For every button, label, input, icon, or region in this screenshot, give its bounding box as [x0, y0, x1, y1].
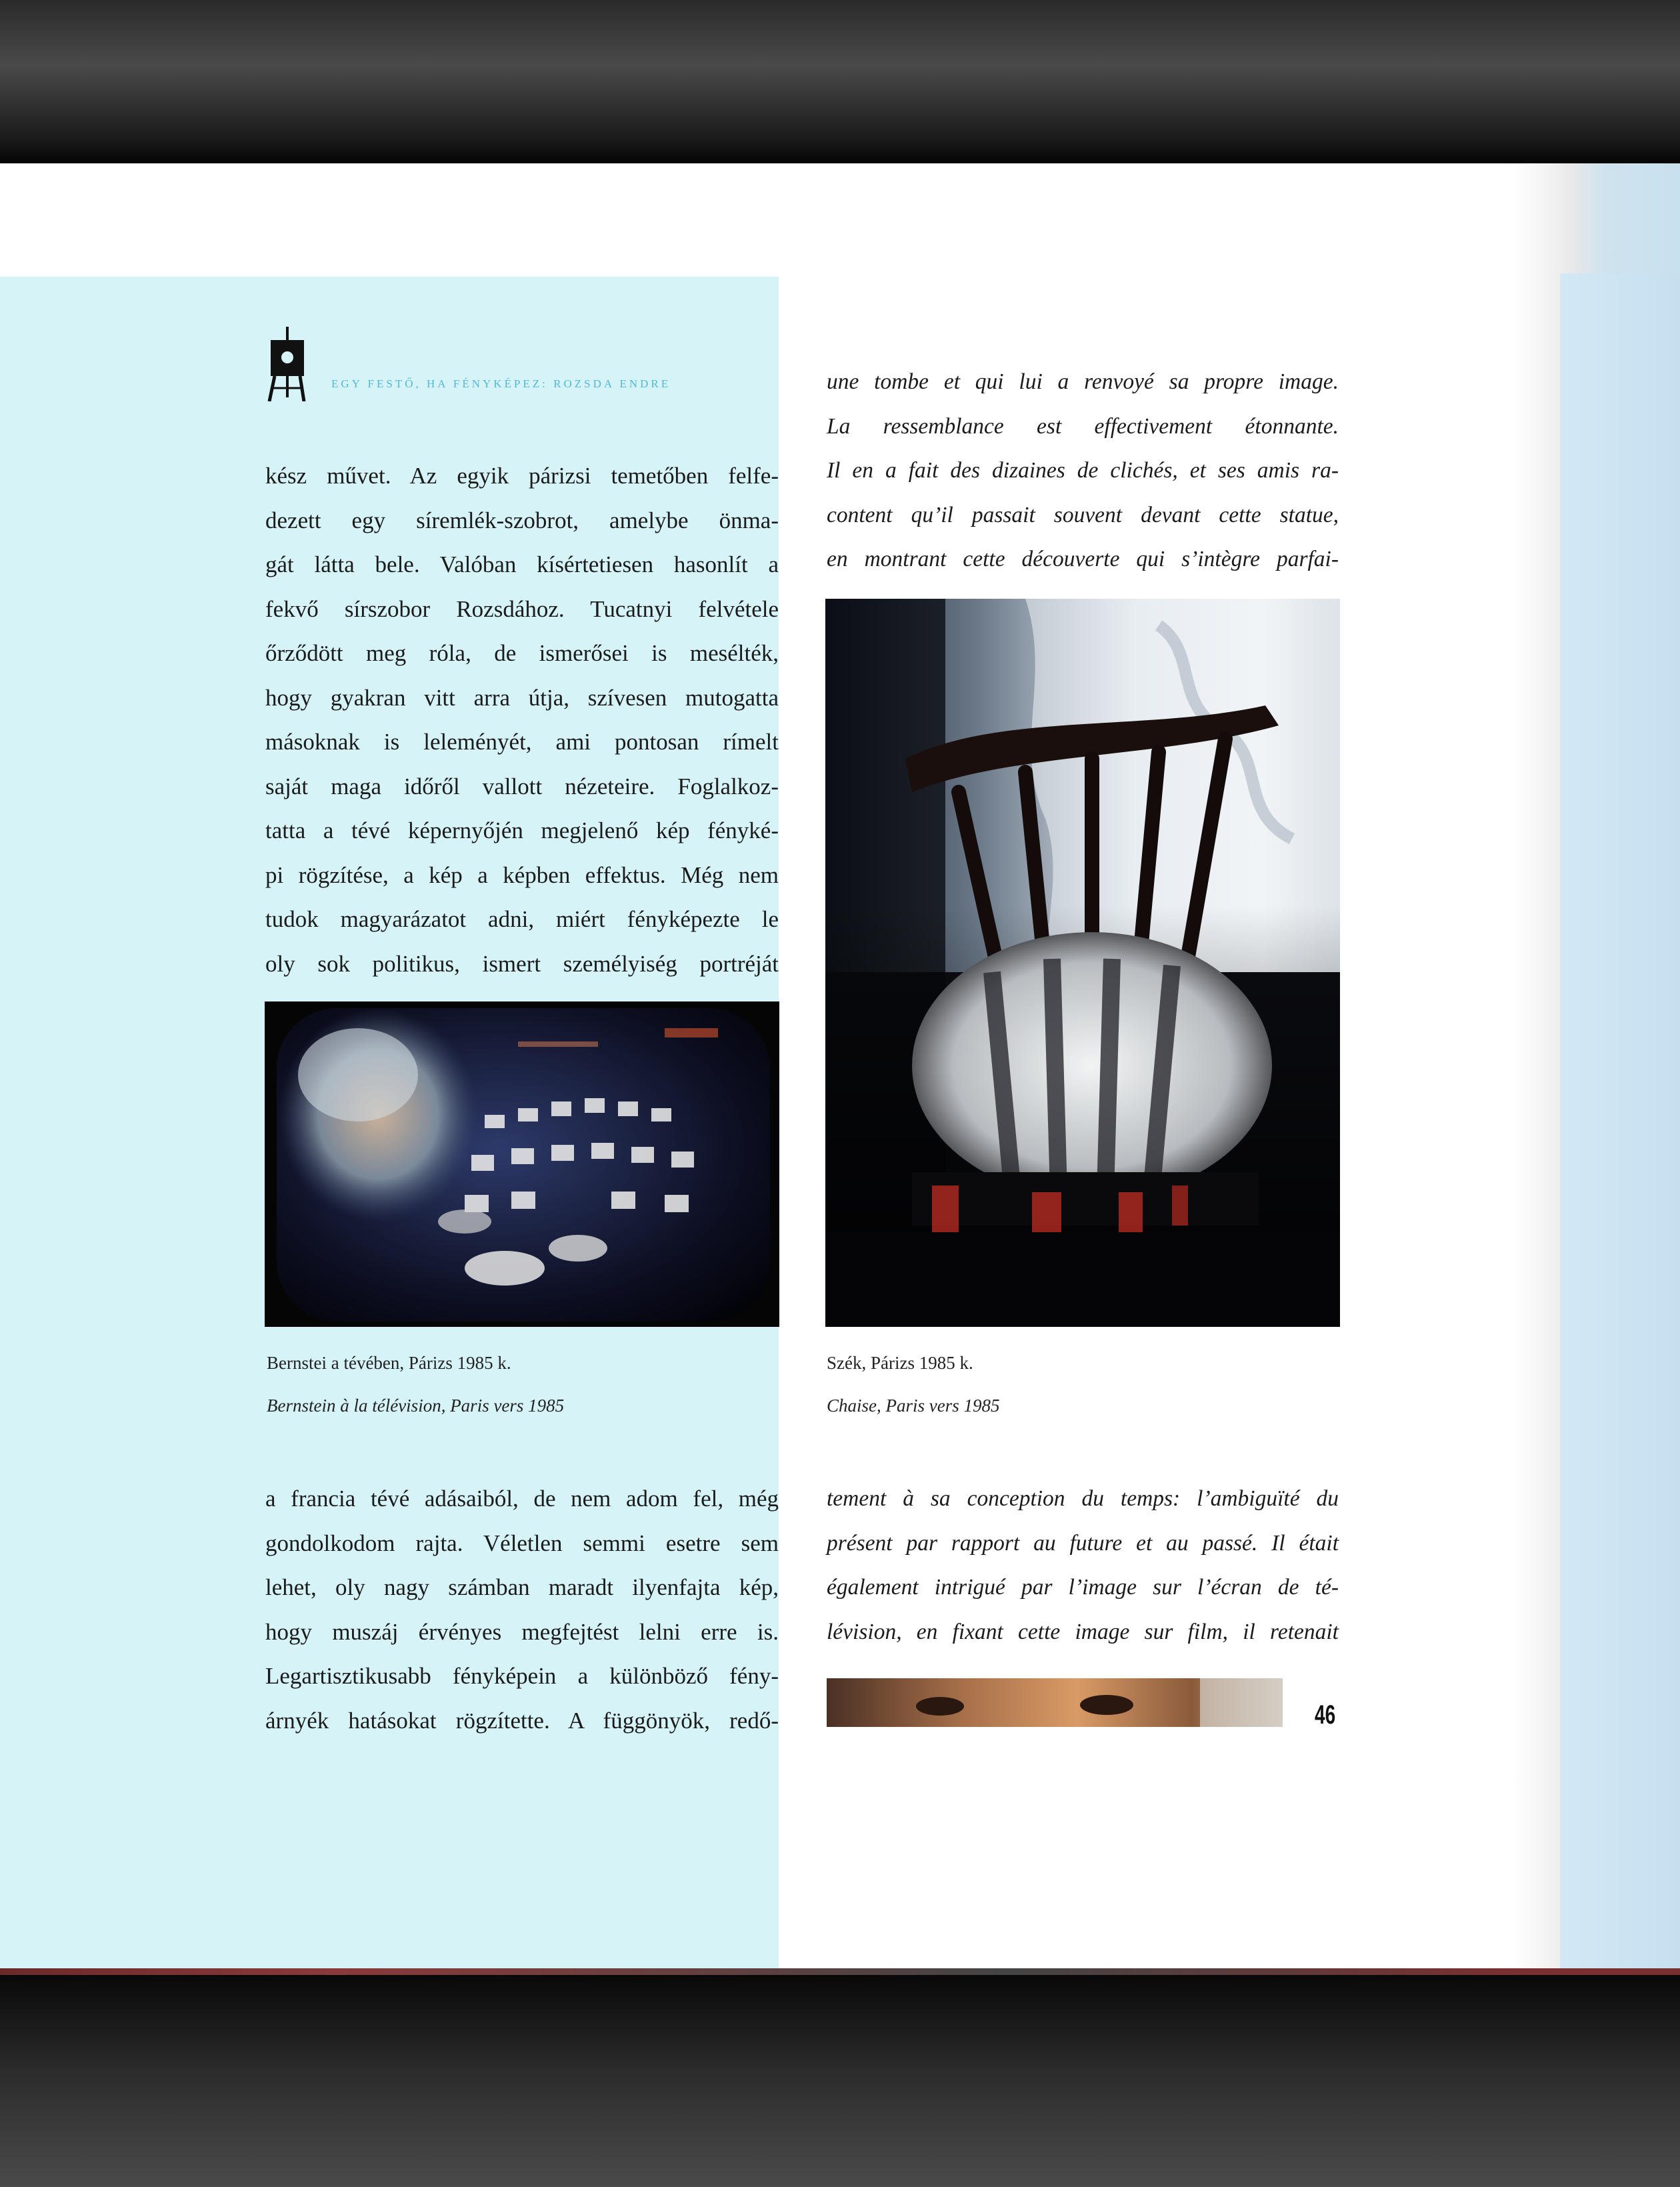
text-line: a francia tévé adásaiból, de nem adom fel, még	[265, 1486, 779, 1512]
right-column-text-bottom	[827, 1477, 1339, 1654]
text-line: gát látta bele. Valóban kísértetiesen hasonlít a	[265, 551, 779, 577]
text-line: tatta a tévé képernyőjén megjelenő kép fényké-	[265, 817, 779, 843]
text-line: également intrigué par l’image sur l’écran de té-	[827, 1575, 1339, 1600]
text-line: gondolkodom rajta. Véletlen semmi esetre sem	[265, 1530, 779, 1556]
text-line: La ressemblance est effectivement étonnante.	[827, 413, 1339, 439]
text-line: en montrant cette découverte qui s’intègre parfai-	[827, 547, 1339, 571]
text-line: árnyék hatásokat rögzítette. A függönyök, redő-	[265, 1707, 779, 1734]
text-line: másoknak is leleményét, ami pontosan rímelt	[265, 729, 779, 755]
caption-chair-french: Chaise, Paris vers 1985	[827, 1396, 1000, 1416]
right-column-text-top	[827, 360, 1339, 582]
text-line: lehet, oly nagy számban maradt ilyenfajta kép,	[265, 1574, 779, 1600]
photo-chair	[825, 599, 1340, 1327]
text-line: fekvő sírszobor Rozsdához. Tucatnyi felvétele	[265, 595, 779, 622]
text-line: tement à sa conception du temps: l’ambiguïté du	[827, 1486, 1339, 1511]
text-line: une tombe et qui lui a renvoyé sa propre image.	[827, 369, 1339, 394]
easel-icon	[267, 327, 308, 401]
caption-tv-hungarian: Bernstei a tévében, Párizs 1985 k.	[267, 1353, 511, 1373]
left-column-text-top	[265, 454, 779, 986]
text-line: őrződött meg róla, de ismerősei is mesélték,	[265, 640, 779, 666]
text-line: hogy muszáj érvényes megfejtést lelni erre is.	[265, 1618, 779, 1645]
running-head: EGY FESTŐ, HA FÉNYKÉPEZ: ROZSDA ENDRE	[331, 377, 671, 390]
scanner-background-bottom	[0, 1974, 1680, 2187]
text-line: lévision, en fixant cette image sur film, il retenait	[827, 1619, 1339, 1644]
text-line: content qu’il passait souvent devant cette statue,	[827, 502, 1339, 527]
photo-bernstein-tv	[265, 1001, 779, 1327]
text-line: présent par rapport au future et au passé. Il était	[827, 1530, 1339, 1556]
text-line: hogy gyakran vitt arra útja, szívesen mutogatta	[265, 684, 779, 711]
caption-chair-hungarian: Szék, Párizs 1985 k.	[827, 1353, 973, 1373]
text-line: Il en a fait des dizaines de clichés, et ses amis ra-	[827, 458, 1339, 483]
caption-tv-french: Bernstein à la télévision, Paris vers 1985	[267, 1396, 565, 1416]
book-bottom-edge	[0, 1968, 1680, 1975]
next-page-edge	[1560, 273, 1680, 1974]
text-line: tudok magyarázatot adni, miért fényképezte le	[265, 906, 779, 932]
text-line: kész művet. Az egyik párizsi temetőben felfe-	[265, 463, 779, 489]
text-line: Legartisztikusabb fényképein a különböző fény-	[265, 1663, 779, 1689]
scanner-background-top	[0, 0, 1680, 163]
text-line: dezett egy síremlék-szobrot, amelybe önma-	[265, 507, 779, 533]
text-line: oly sok politikus, ismert személyiség portréját	[265, 950, 779, 977]
left-column-text-bottom	[265, 1477, 779, 1743]
photo-portrait-strip	[827, 1678, 1283, 1727]
text-line: saját maga időről vallott nézeteire. Foglalkoz-	[265, 773, 779, 799]
page-number: 46	[1315, 1700, 1336, 1730]
text-line: pi rögzítése, a kép a képben effektus. Még nem	[265, 861, 779, 888]
